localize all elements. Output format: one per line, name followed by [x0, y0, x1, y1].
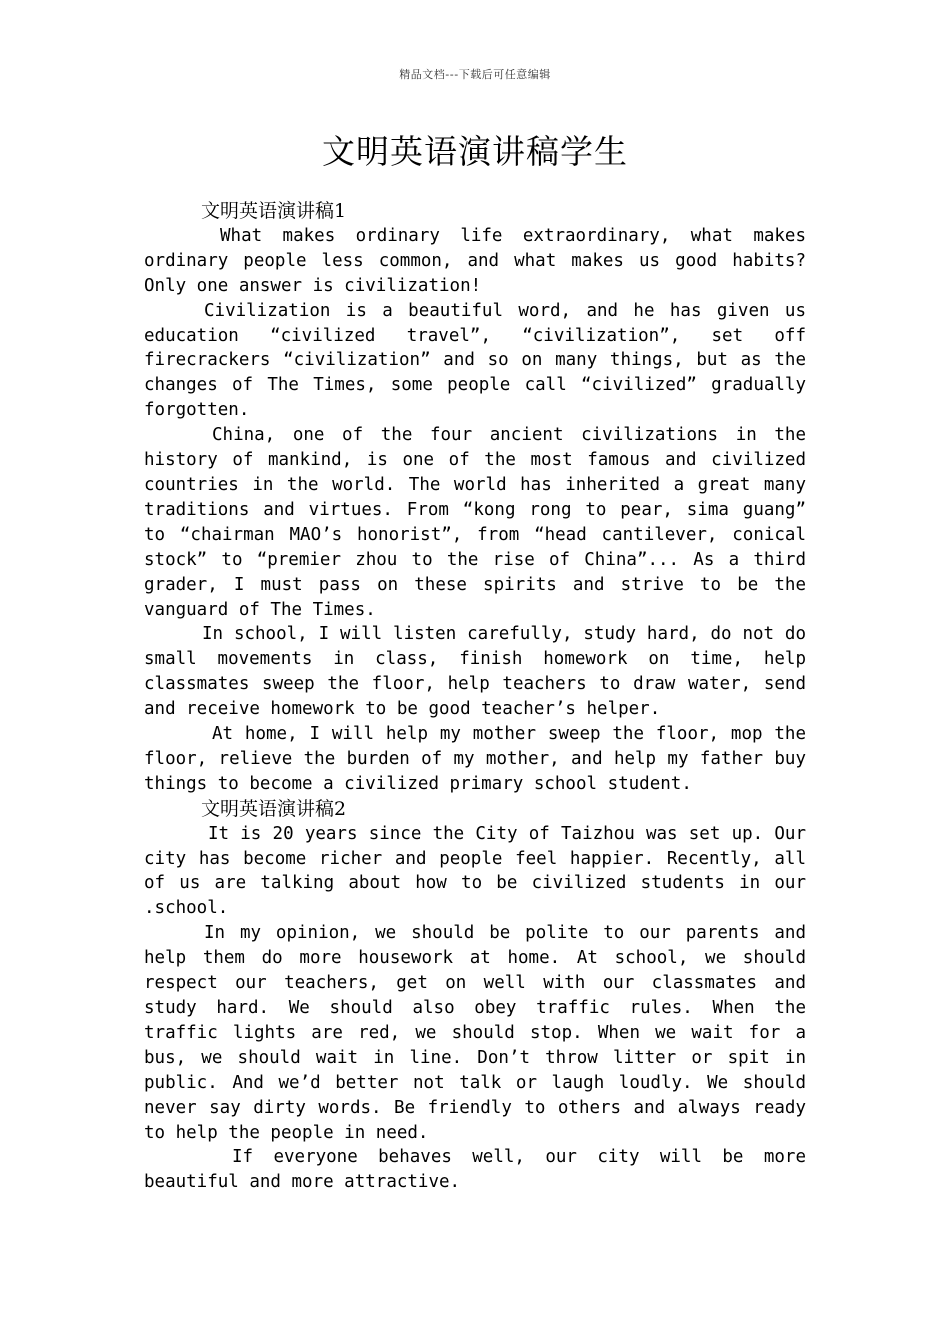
document-title: 文明英语演讲稿学生: [322, 132, 628, 171]
section-heading-1: 文明英语演讲稿1: [201, 200, 347, 222]
document-body: [144, 199, 806, 1195]
paragraph: It is 20 years since the City of Taizhou was set up. Our city has become richer and people feel happier. Recently, all of us are talking about how to be civilized students in our .school.: [144, 823, 806, 919]
paragraph: At home, I will help my mother sweep the floor, mop the floor, relieve the burden of my mother, and help my father buy things to become a civilized primary school student.: [144, 724, 806, 794]
section-heading-2: 文明英语演讲稿2: [201, 797, 347, 820]
paragraph: If everyone behaves well, our city will be more beautiful and more attractive.: [144, 1147, 806, 1193]
paragraph: In school, I will listen carefully, study hard, do not do small movements in class, finish homework on time, help classmates sweep the floor, help teachers to draw water, send and receive homework to be good teacher’s helper.: [144, 624, 806, 720]
paragraph: China, one of the four ancient civilizations in the history of mankind, is one of the most famous and civilized countries in the world. The world has inherited a great many traditions and virtues. From “kong rong to pear, sima guang” to “chairman MAO’s honorist”, from “head cantilever, conical stock” to “premier zhou to the rise of China”... As a third grader, I must pass on these spirits and strive to be the vanguard of The Times.: [144, 425, 806, 620]
paragraph: What makes ordinary life extraordinary, what makes ordinary people less common, and what makes us good habits? Only one answer is civilization!: [144, 225, 806, 296]
paragraph: In my opinion, we should be polite to our parents and help them do more housework at home. At school, we should respect our teachers, get on well with our classmates and study hard. We should also obey traffic rules. When the traffic lights are red, we should stop. When we wait for a bus, we should wait in line. Don’t throw litter or spit in public. And we’d better not talk or laugh loudly. We should never say dirty words. Be friendly to others and always ready to help the people in need.: [144, 923, 806, 1143]
paragraph: Civilization is a beautiful word, and he has given us education “civilized travel”, “civilization”, set off firecrackers “civilization” and so on many things, but as the changes of The Times, some people call “civilized” gradually forgotten.: [144, 300, 806, 421]
header-note: 精品文档---下载后可任意编辑: [399, 68, 551, 81]
